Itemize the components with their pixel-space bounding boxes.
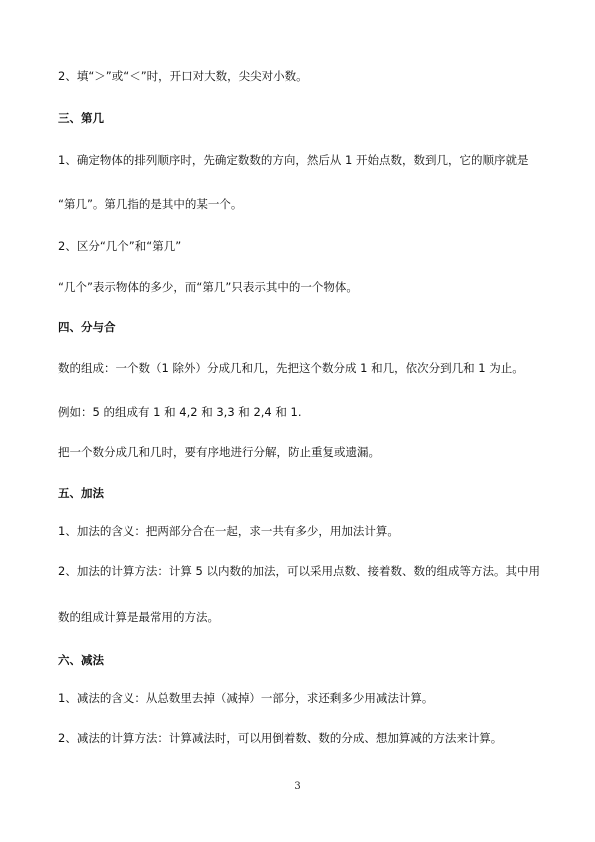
paragraph-addition-method-cont: 数的组成计算是最常用的方法。: [58, 610, 219, 624]
paragraph-order-rule-cont: “第几”。第几指的是其中的某一个。: [58, 197, 243, 211]
paragraph-subtraction-method: 2、减法的计算方法：计算减法时，可以用倒着数、数的分成、想加算减的方法来计算。: [58, 731, 503, 745]
paragraph-example: 例如：5 的组成有 1 和 4,2 和 3,3 和 2,4 和 1.: [58, 405, 302, 419]
paragraph-count-vs-ordinal-explain: “几个”表示物体的多少，而“第几”只表示其中的一个物体。: [58, 280, 358, 294]
section-heading-ordinal: 三、第几: [58, 111, 104, 125]
paragraph-count-vs-ordinal: 2、区分“几个”和“第几”: [58, 239, 182, 253]
section-heading-addition: 五、加法: [58, 486, 104, 500]
paragraph-number-composition: 数的组成：一个数（1 除外）分成几和几，先把这个数分成 1 和几，依次分到几和 1 为止。: [58, 361, 524, 375]
paragraph-ordered-split: 把一个数分成几和几时，要有序地进行分解，防止重复或遗漏。: [58, 445, 380, 459]
paragraph-addition-meaning: 1、加法的含义：把两部分合在一起，求一共有多少，用加法计算。: [58, 524, 399, 538]
paragraph-subtraction-meaning: 1、减法的含义：从总数里去掉（减掉）一部分，求还剩多少用减法计算。: [58, 691, 434, 705]
section-heading-split-combine: 四、分与合: [58, 320, 116, 334]
paragraph-addition-method: 2、加法的计算方法：计算 5 以内数的加法，可以采用点数、接着数、数的组成等方法。其中用: [58, 564, 540, 578]
paragraph-order-rule: 1、确定物体的排列顺序时，先确定数数的方向，然后从 1 开始点数，数到几，它的顺序就是: [58, 153, 529, 167]
section-heading-subtraction: 六、减法: [58, 653, 104, 667]
paragraph-comparison-symbols: 2、填“＞”或“＜”时，开口对大数，尖尖对小数。: [58, 69, 308, 83]
page-number: 3: [294, 781, 301, 792]
